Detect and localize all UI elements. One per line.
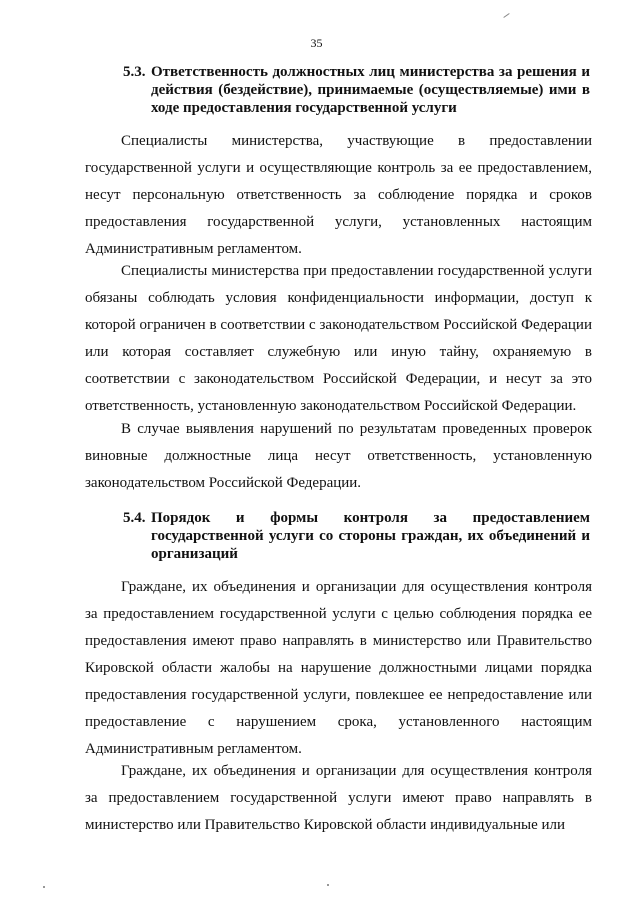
scan-speck bbox=[43, 886, 45, 888]
paragraph: Специалисты министерства, участвующие в предоставлении государственной услуги и осуществляющие контроль за ее предоставлением, несут персональную ответственность за соблюдение порядка и сроков предоставления государственной услуги, установленных настоящим Административным регламентом. bbox=[85, 133, 592, 257]
paragraph: Граждане, их объединения и организации для осуществления контроля за предоставлением государственной услуги с целью соблюдения порядка ее предоставления имеют право направлять в министерство или Правительство Кировской области жалобы на нарушение должностными лицами порядка предоставления государственной услуги, повлекшее ее непредоставление или предоставление с нарушением срока, установленного настоящим Административным регламентом. bbox=[85, 579, 592, 757]
section-heading-5-3 bbox=[123, 63, 590, 117]
scan-mark bbox=[503, 13, 509, 18]
section-number: 5.3. bbox=[123, 64, 146, 80]
section-title: Ответственность должностных лиц министерства за решения и действия (бездействие), принимаемые (осуществляемые) ими в ходе предоставления государственной услуги bbox=[151, 64, 590, 116]
paragraph: В случае выявления нарушений по результатам проведенных проверок виновные должностные лица несут ответственность, установленную законодательством Российской Федерации. bbox=[85, 421, 592, 491]
paragraph: Граждане, их объединения и организации для осуществления контроля за предоставлением государственной услуги имеют право направлять в министерство или Правительство Кировской области индивидуальные или bbox=[85, 763, 592, 833]
paragraph: Специалисты министерства при предоставлении государственной услуги обязаны соблюдать условия конфиденциальности информации, доступ к которой ограничен в соответствии с законодательством Российской Федерации или которая составляет служебную или иную тайну, охраняемую в соответствии с законодательством Российской Федерации, и несут за это ответственность, установленную законодательством Российской Федерации. bbox=[85, 263, 592, 414]
page-number: 35 bbox=[310, 36, 323, 50]
scan-speck bbox=[327, 884, 329, 886]
section-title: Порядок и формы контроля за предоставлением государственной услуги со стороны граждан, их объединений и организаций bbox=[151, 510, 590, 562]
section-number: 5.4. bbox=[123, 510, 146, 526]
section-heading-5-4 bbox=[123, 509, 590, 563]
